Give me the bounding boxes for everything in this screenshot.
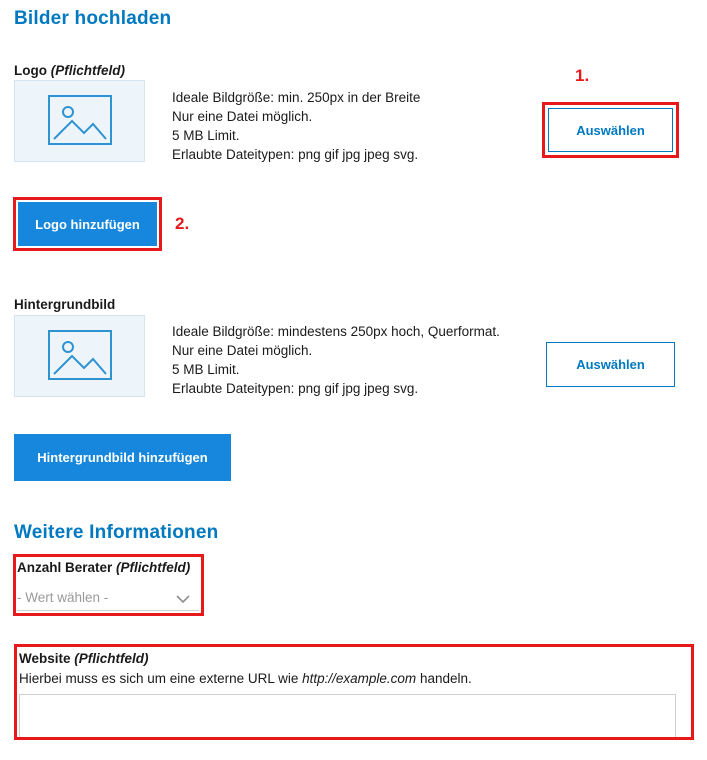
berater-label-text: Anzahl Berater: [17, 560, 113, 575]
website-help-url: http://example.com: [302, 671, 417, 686]
website-help-suffix: handeln.: [416, 671, 472, 686]
berater-required-tag: (Pflichtfeld): [116, 560, 191, 575]
background-select-button[interactable]: Auswählen: [546, 342, 675, 387]
background-description: [172, 322, 500, 398]
berater-select[interactable]: [17, 584, 199, 611]
background-desc-line-3: 5 MB Limit.: [172, 362, 240, 377]
logo-add-button[interactable]: Logo hinzufügen: [18, 202, 157, 246]
berater-field-label: [17, 560, 190, 575]
logo-description: [172, 88, 420, 164]
website-help-prefix: Hierbei muss es sich um eine externe URL wie: [19, 671, 303, 686]
website-help-text: [19, 671, 472, 686]
background-desc-line-1: Ideale Bildgröße: mindestens 250px hoch, Querformat.: [172, 324, 500, 339]
berater-select-value: - Wert wählen -: [17, 589, 109, 605]
website-field-label: [19, 651, 149, 666]
annotation-number-1: 1.: [575, 66, 590, 85]
page-title-bilder-hochladen: Bilder hochladen: [14, 8, 172, 29]
background-desc-line-4: Erlaubte Dateitypen: png gif jpg jpeg svg.: [172, 381, 419, 396]
background-field-label: Hintergrundbild: [14, 297, 116, 312]
logo-desc-line-1: Ideale Bildgröße: min. 250px in der Breite: [172, 90, 421, 105]
background-thumbnail: [14, 315, 145, 397]
image-placeholder-icon: [15, 330, 144, 380]
logo-required-tag: (Pflichtfeld): [50, 63, 126, 78]
logo-desc-line-4: Erlaubte Dateitypen: png gif jpg jpeg svg.: [172, 147, 419, 162]
logo-select-button[interactable]: Auswählen: [548, 108, 673, 152]
background-add-button[interactable]: Hintergrundbild hinzufügen: [14, 434, 231, 481]
image-placeholder-icon: [15, 95, 144, 145]
logo-desc-line-2: Nur eine Datei möglich.: [172, 109, 313, 124]
website-input[interactable]: [19, 694, 676, 738]
logo-field-label: [14, 63, 125, 78]
chevron-down-icon: [175, 592, 191, 607]
website-required-tag: (Pflichtfeld): [74, 651, 149, 666]
annotation-number-2: 2.: [175, 214, 190, 233]
logo-desc-line-3: 5 MB Limit.: [172, 128, 240, 143]
logo-label-text: Logo: [14, 63, 47, 78]
page-title-weitere-informationen: Weitere Informationen: [14, 522, 219, 543]
logo-thumbnail: [14, 80, 145, 162]
background-desc-line-2: Nur eine Datei möglich.: [172, 343, 313, 358]
website-label-text: Website: [19, 651, 71, 666]
